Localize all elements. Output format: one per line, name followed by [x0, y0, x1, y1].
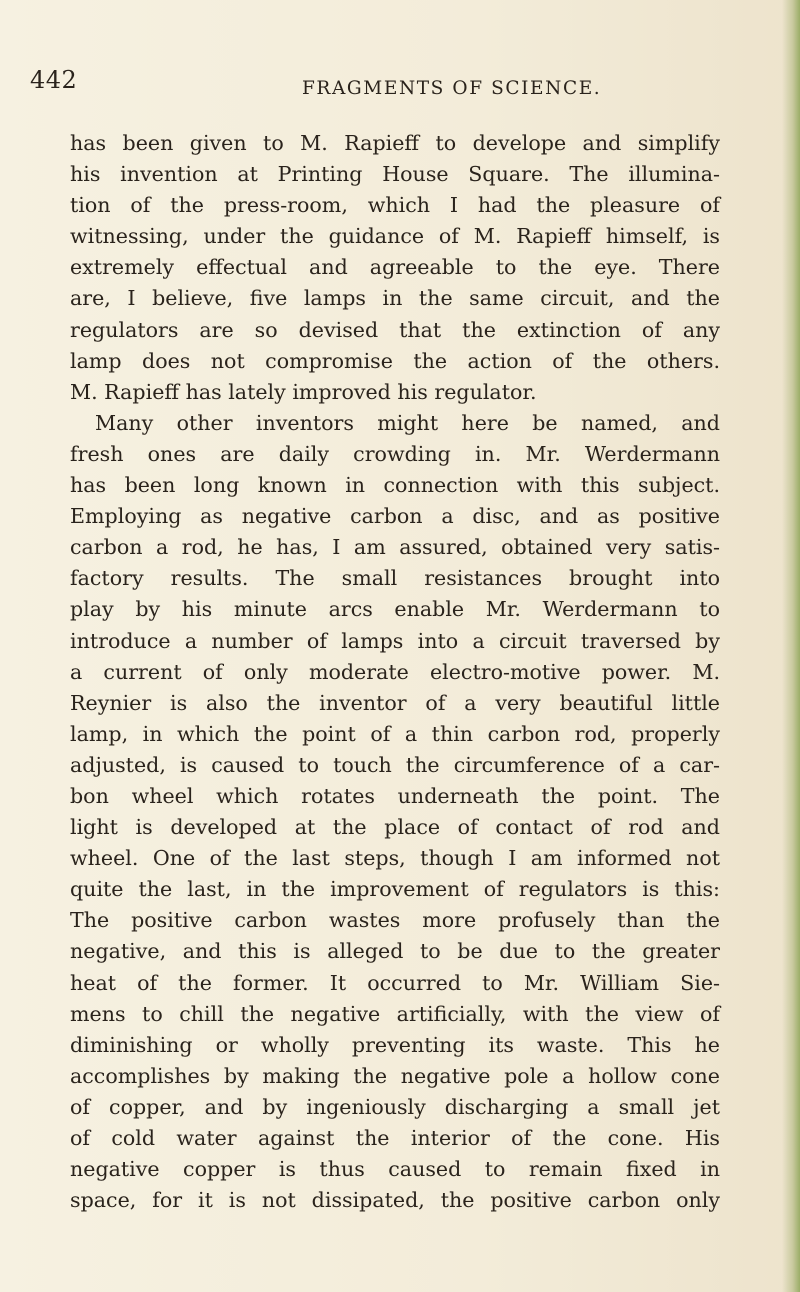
text-line: bon wheel which rotates underneath the point. The	[70, 783, 720, 808]
text-line: has been given to M. Rapieff to develope and simplify	[70, 131, 720, 155]
page-edge-shadow	[782, 0, 800, 1292]
text-line: The positive carbon wastes more profusely than the	[70, 908, 720, 933]
text-line: wheel. One of the last steps, though I am informed not	[70, 846, 720, 871]
text-line: lamp does not compromise the action of the others.	[70, 348, 720, 373]
text-line: introduce a number of lamps into a circuit traversed by	[70, 628, 720, 653]
text-line: space, for it is not dissipated, the positive carbon only	[70, 1188, 720, 1213]
text-line: carbon a rod, he has, I am assured, obtained very satis-	[70, 535, 720, 560]
text-line: negative copper is thus caused to remain fixed in	[70, 1157, 720, 1182]
text-line: mens to chill the negative artificially, with the view of	[70, 1001, 720, 1026]
text-line: accomplishes by making the negative pole a hollow cone	[70, 1063, 720, 1088]
text-line: Reynier is also the inventor of a very beautiful little	[70, 690, 720, 715]
text-line: fresh ones are daily crowding in. Mr. Werdermann	[70, 441, 720, 466]
text-line: of cold water against the interior of the cone. His	[70, 1126, 720, 1150]
text-line: witnessing, under the guidance of M. Rapieff himself, is	[70, 224, 720, 249]
text-line: of copper, and by ingeniously discharging a small jet	[70, 1094, 720, 1119]
text-line: quite the last, in the improvement of regulators is this:	[70, 877, 720, 902]
text-line-paragraph-end: M. Rapieff has lately improved his regulator.	[70, 379, 537, 404]
text-line: extremely effectual and agreeable to the eye. There	[70, 255, 720, 280]
text-line: factory results. The small resistances brought into	[70, 566, 720, 591]
text-line: lamp, in which the point of a thin carbon rod, properly	[70, 721, 720, 746]
running-head: FRAGMENTS OF SCIENCE.	[302, 78, 602, 99]
text-line: adjusted, is caused to touch the circumference of a car-	[70, 752, 720, 777]
text-line-paragraph-start: Many other inventors might here be named, and	[95, 410, 720, 435]
body-text	[70, 128, 720, 1216]
text-line: heat of the former. It occurred to Mr. William Sie-	[70, 970, 720, 995]
text-line: are, I believe, five lamps in the same circuit, and the	[70, 286, 720, 311]
text-line: has been long known in connection with this subject.	[70, 473, 720, 498]
text-line: negative, and this is alleged to be due to the greater	[70, 939, 720, 964]
text-line: tion of the press-room, which I had the pleasure of	[70, 193, 720, 218]
text-line: light is developed at the place of contact of rod and	[70, 815, 720, 840]
text-line: a current of only moderate electro-motive power. M.	[70, 659, 720, 684]
page-number: 442	[30, 66, 78, 94]
text-line: Employing as negative carbon a disc, and as positive	[70, 504, 720, 529]
text-line: play by his minute arcs enable Mr. Werdermann to	[70, 597, 720, 622]
text-line: his invention at Printing House Square. The illumina-	[70, 162, 720, 187]
text-line: regulators are so devised that the extinction of any	[70, 317, 720, 342]
text-line: diminishing or wholly preventing its waste. This he	[70, 1032, 720, 1057]
page-header	[0, 66, 800, 106]
